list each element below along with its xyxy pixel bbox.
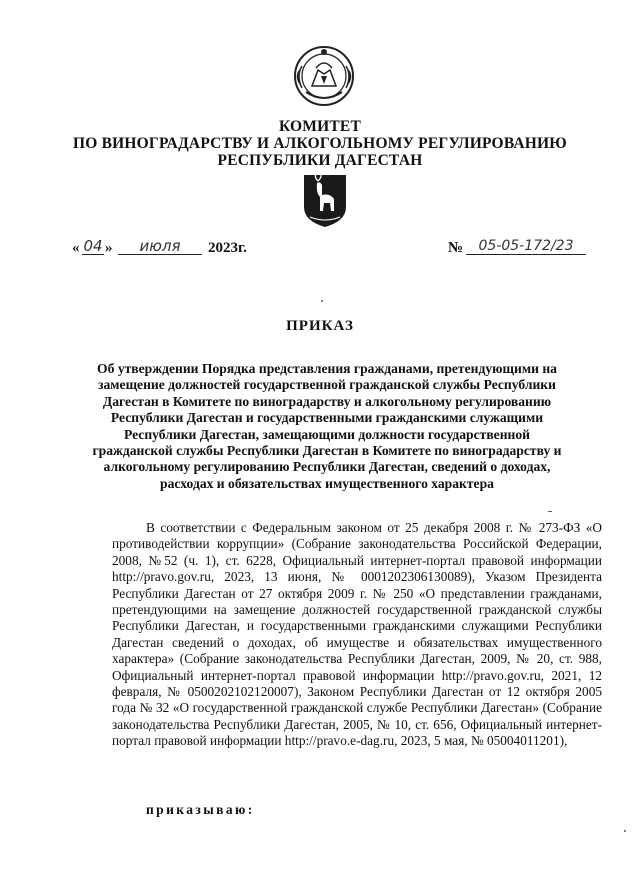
dagvino-deer-logo-icon <box>300 171 350 229</box>
org-name-line-3: РЕСПУБЛИКИ ДАГЕСТАН <box>217 152 423 169</box>
date-quote-close: » <box>105 240 113 256</box>
preamble-text <box>112 520 602 750</box>
document-title: ПРИКАЗ <box>286 318 354 334</box>
date-month: июля <box>118 238 202 255</box>
scan-speck <box>624 830 626 832</box>
dagestan-coat-of-arms-icon <box>292 44 356 108</box>
preamble-paragraph: В соответствии с Федеральным законом от 25 декабря 2008 г. № 273-ФЗ «О противодействии коррупции» (Собрание законодательства Российской Федерации, 2008, №52 (ч. 1), ст. 6228, Официальный интернет-портал правовой информации http://pravo.gov.ru, 2023, 13 июня, № 0001202306130089), Указом Президента Республики Дагестан от 27 октября 2009 г. № 250 «О представлении гражданами, претендующими на замещение должностей государственной гражданской службы Республики Дагестан, и государственными гражданскими служащими Республики Дагестан сведений о доходах, об имуществе и обязательствах имущественного характера» (Собрание законодательства Республики Дагестан, 2009, № 20, ст. 988, Официальный интернет-портал правовой информации http://pravo.gov.ru, 2021, 12 февраля, № 0500202102120007), Законом Республики Дагестан от 12 октября 2005 года № 32 «О государственной гражданской службе Республики Дагестан» (Собрание законодательства Республики Дагестан, 2005, № 10, ст. 656, Официальный интернет-портал правовой информации http://pravo.e-dag.ru, 2023, 5 мая, № 05004011201), <box>112 520 602 749</box>
date-year: 2023г. <box>208 240 247 256</box>
org-name-line-2: ПО ВИНОГРАДАРСТВУ И АЛКОГОЛЬНОМУ РЕГУЛИРОВАНИЮ <box>73 135 567 152</box>
order-word: приказываю: <box>146 802 255 817</box>
scan-speck <box>548 511 552 512</box>
org-name-line-1: КОМИТЕТ <box>278 118 361 135</box>
date-day: 04 <box>83 237 103 255</box>
date-quote-open: « <box>72 240 80 256</box>
order-number-label: № <box>448 240 464 256</box>
document-subject: Об утверждении Порядка представления гражданами, претендующими на замещение должностей государственной гражданской службы Республики Дагестан в Комитете по виноградарству и алкогольному регулированию Республики Дагестан и государственными гражданскими служащими Республики Дагестан, замещающими должности государственной гражданской службы Республики Дагестан в Комитете по виноградарству и алкогольному регулированию Республики Дагестан, сведений о доходах, расходах и обязательствах имущественного характера <box>92 361 562 491</box>
scan-speck <box>321 300 323 302</box>
date-number-line <box>72 238 592 262</box>
order-number: 05-05-172/23 <box>466 238 586 255</box>
